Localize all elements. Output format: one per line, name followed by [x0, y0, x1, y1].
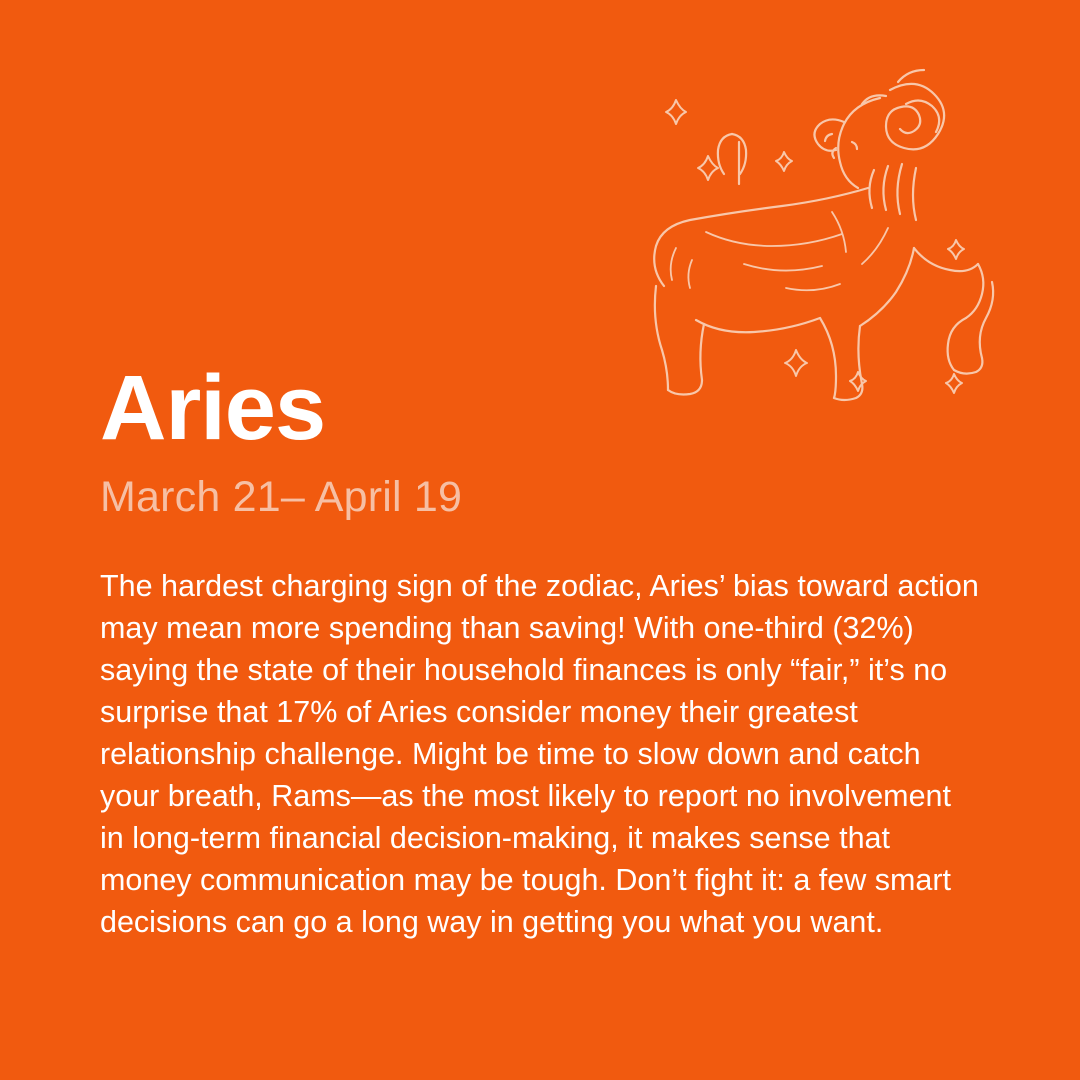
- aries-ram-illustration: [636, 52, 1028, 412]
- card-content: [100, 357, 1000, 943]
- ram-body-detail: [671, 212, 888, 290]
- ram-neck-detail: [869, 164, 916, 220]
- body-copy: The hardest charging sign of the zodiac, Aries’ bias toward action may mean more spending than saving! With one-third (32%) saying the state of their household finances is only “fair,” it’s no surprise that 17% of Aries consider money their greatest relationship challenge. Might be time to slow down and catch your breath, Rams—as the most likely to report no involvement in long-term financial decision-making, it makes sense that money communication may be tough. Don’t fight it: a few smart decisions can go a long way in getting you what you want.: [100, 569, 979, 939]
- ram-head: [814, 98, 880, 188]
- page-title: Aries: [100, 357, 326, 459]
- ram-horn: [862, 70, 944, 149]
- sparkle-icon: [666, 100, 964, 393]
- aries-ram-line-art: [636, 52, 1028, 412]
- aries-zodiac-glyph: [718, 134, 746, 184]
- date-range: March 21– April 19: [100, 473, 463, 521]
